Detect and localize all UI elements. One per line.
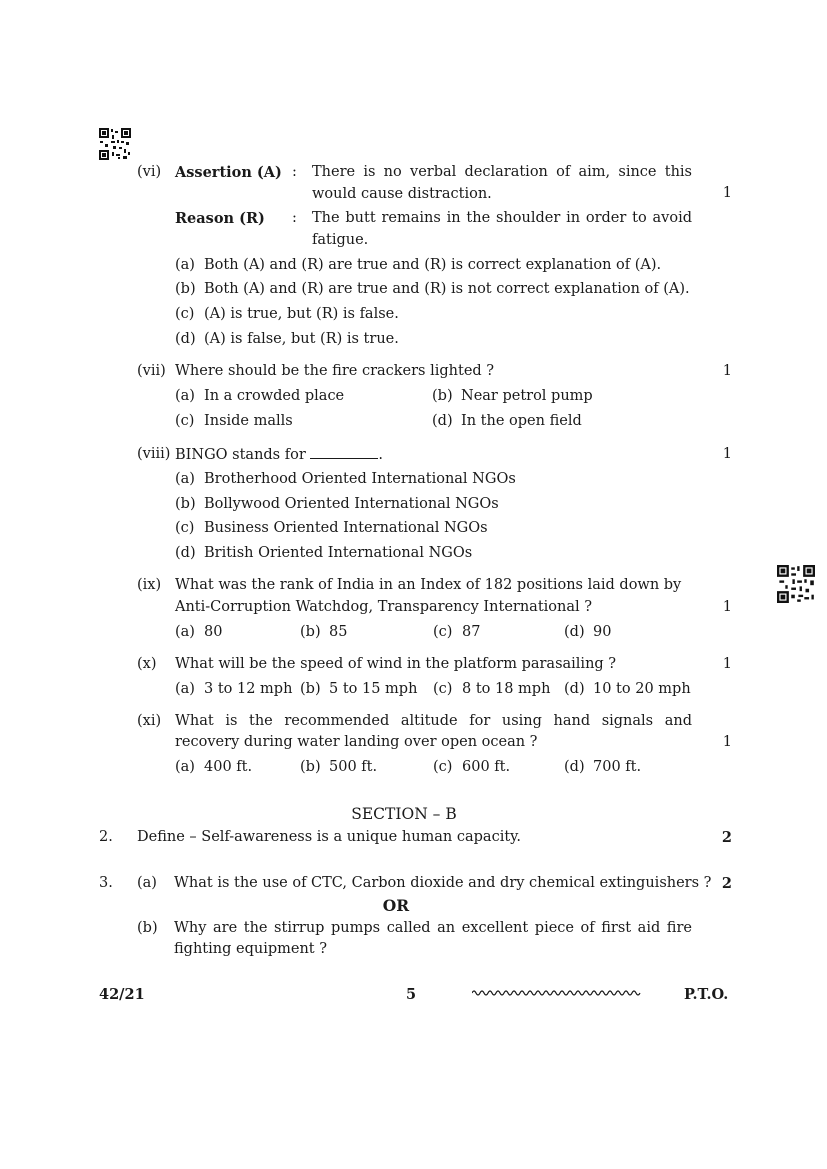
question-text: Where should be the fire crackers lighted ?	[175, 363, 495, 379]
option-b	[175, 496, 499, 512]
option-label: (a)	[175, 257, 195, 273]
or-separator: OR	[382, 896, 410, 915]
option-c	[175, 520, 488, 536]
option-b	[432, 388, 593, 404]
option-label: (d)	[175, 545, 196, 561]
option-label: (c)	[433, 624, 453, 640]
option-c	[433, 681, 550, 697]
part-b-label: (b)	[137, 920, 158, 936]
option-label: (b)	[175, 496, 196, 512]
question-text	[175, 446, 383, 463]
reason-colon: :	[292, 210, 297, 226]
marks: 1	[722, 363, 732, 379]
option-c	[175, 413, 293, 429]
part-a-label: (a)	[137, 875, 157, 891]
option-text: 8 to 18 mph	[462, 681, 551, 697]
option-a	[175, 624, 222, 640]
option-label: (a)	[175, 388, 195, 404]
option-text: 700 ft.	[593, 759, 642, 775]
option-text: Both (A) and (R) are true and (R) is correct explanation of (A).	[204, 257, 662, 273]
part-b-line1-text: Why are the stirrup pumps called an excellent piece of first aid fire	[174, 920, 692, 936]
option-text: 10 to 20 mph	[593, 681, 691, 697]
option-text: Brotherhood Oriented International NGOs	[204, 471, 516, 487]
option-text: (A) is true, but (R) is false.	[204, 306, 399, 322]
option-d	[175, 331, 399, 347]
option-label: (c)	[175, 306, 195, 322]
qr-code-right	[777, 565, 815, 603]
question-number: 2.	[99, 829, 113, 845]
part-a-text: What is the use of CTC, Carbon dioxide and dry chemical extinguishers ?	[174, 875, 712, 891]
option-c	[175, 306, 399, 322]
question-number: 3.	[99, 875, 113, 891]
marks: 2	[721, 829, 732, 846]
option-b	[300, 624, 347, 640]
question-number: (viii)	[137, 446, 171, 462]
marks: 1	[722, 185, 732, 201]
option-label: (d)	[175, 331, 196, 347]
assertion-label: Assertion (A)	[175, 164, 282, 181]
option-label: (a)	[175, 681, 195, 697]
question-text-line1	[175, 713, 692, 729]
question-number: (vi)	[137, 164, 162, 180]
question-text-line1: What was the rank of India in an Index of 182 positions laid down by	[175, 577, 682, 593]
option-label: (d)	[564, 624, 585, 640]
part-b-line1	[174, 920, 692, 936]
marks: 1	[722, 599, 732, 615]
option-label: (c)	[433, 759, 453, 775]
option-text: (A) is false, but (R) is true.	[204, 331, 399, 347]
assertion-colon: :	[292, 164, 297, 180]
option-text: 5 to 15 mph	[329, 681, 418, 697]
part-b-line2: fighting equipment ?	[174, 941, 327, 957]
option-text: 3 to 12 mph	[204, 681, 293, 697]
option-label: (a)	[175, 759, 195, 775]
option-label: (c)	[433, 681, 453, 697]
option-label: (c)	[175, 413, 195, 429]
option-label: (b)	[432, 388, 453, 404]
option-text: 500 ft.	[329, 759, 378, 775]
option-c	[433, 759, 510, 775]
option-a	[175, 759, 252, 775]
blank-end: .	[378, 447, 383, 463]
option-text: In a crowded place	[204, 388, 345, 404]
page-number: 5	[406, 986, 417, 1003]
option-text: Near petrol pump	[461, 388, 593, 404]
question-text: What will be the speed of wind in the platform parasailing ?	[175, 656, 617, 672]
question-number: (vii)	[137, 363, 166, 379]
option-d	[564, 759, 641, 775]
question-number: (xi)	[137, 713, 162, 729]
question-text-line2: Anti-Corruption Watchdog, Transparency International ?	[175, 599, 593, 615]
reason-label: Reason (R)	[175, 210, 265, 227]
option-label: (b)	[300, 624, 321, 640]
question-number: (ix)	[137, 577, 162, 593]
section-heading: SECTION – B	[351, 805, 457, 823]
option-a	[175, 471, 516, 487]
wavy-line-decoration	[472, 988, 642, 998]
marks: 1	[722, 446, 732, 462]
marks: 1	[722, 734, 732, 750]
option-b	[300, 681, 417, 697]
option-text: Bollywood Oriented International NGOs	[204, 496, 499, 512]
option-text: Both (A) and (R) are true and (R) is not correct explanation of (A).	[204, 281, 690, 297]
option-text: 90	[593, 624, 612, 640]
option-text: 87	[462, 624, 481, 640]
option-c	[433, 624, 480, 640]
option-text: British Oriented International NGOs	[204, 545, 473, 561]
option-label: (a)	[175, 471, 195, 487]
option-text: 400 ft.	[204, 759, 253, 775]
option-d	[564, 624, 611, 640]
option-a	[175, 388, 344, 404]
option-text: In the open field	[461, 413, 582, 429]
option-b	[175, 281, 690, 297]
option-text: 85	[329, 624, 348, 640]
answer-blank	[310, 446, 378, 459]
option-d	[175, 545, 472, 561]
paper-code: 42/21	[99, 986, 145, 1003]
marks: 1	[722, 656, 732, 672]
option-text: 600 ft.	[462, 759, 511, 775]
option-b	[300, 759, 377, 775]
question-text: Define – Self-awareness is a unique human capacity.	[137, 829, 522, 845]
option-d	[564, 681, 691, 697]
option-label: (d)	[432, 413, 453, 429]
option-text: Business Oriented International NGOs	[204, 520, 488, 536]
assertion-text: There is no verbal declaration of aim, since this would cause distraction.	[312, 164, 692, 202]
marks: 2	[721, 875, 732, 892]
option-a	[175, 257, 661, 273]
option-label: (b)	[175, 281, 196, 297]
option-a	[175, 681, 292, 697]
option-text: Inside malls	[204, 413, 293, 429]
option-d	[432, 413, 582, 429]
option-label: (d)	[564, 759, 585, 775]
reason-text: The butt remains in the shoulder in order to avoid fatigue.	[312, 210, 692, 248]
question-text-line2: recovery during water landing over open ocean ?	[175, 734, 538, 750]
question-text-line1-text: What is the recommended altitude for using hand signals and	[175, 713, 692, 729]
option-label: (b)	[300, 681, 321, 697]
question-text-main: BINGO stands for	[175, 447, 306, 463]
option-label: (d)	[564, 681, 585, 697]
question-number: (x)	[137, 656, 157, 672]
option-label: (c)	[175, 520, 195, 536]
qr-code-top-left	[99, 128, 131, 160]
option-label: (b)	[300, 759, 321, 775]
option-text: 80	[204, 624, 223, 640]
option-label: (a)	[175, 624, 195, 640]
please-turn-over: P.T.O.	[684, 986, 729, 1003]
